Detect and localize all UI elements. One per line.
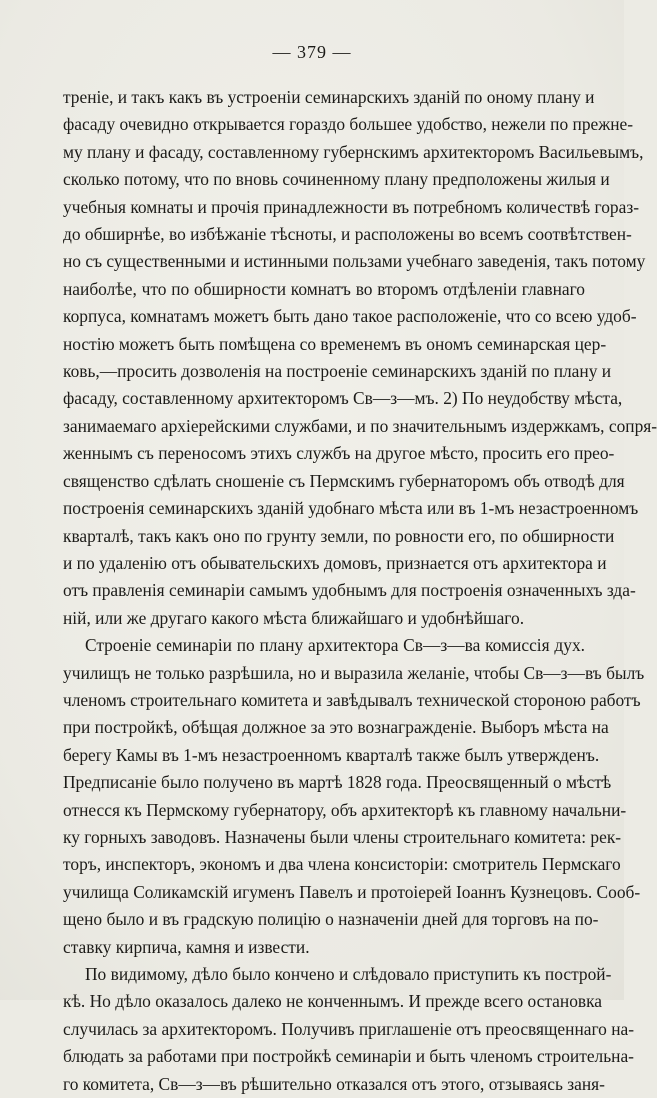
text-line: при постройкѣ, обѣщая должное за это вознагражденіе. Выборъ мѣста на — [63, 717, 609, 738]
text-line: училищъ не только разрѣшила, но и выразила желаніе, чтобы Св—з—въ былъ — [63, 662, 645, 683]
text-line: ку горныхъ заводовъ. Назначены были члены строительнаго комитета: рек- — [63, 826, 622, 847]
paragraph — [63, 632, 645, 961]
text-line: и по удаленію отъ обывательскихъ домовъ, признается отъ архитектора и — [63, 552, 607, 573]
text-line: сколько потому, что по вновь сочиненному плану предположены жилыя и — [63, 169, 610, 190]
text-line: кварталѣ, такъ какъ оно по грунту земли, по ровности его, по обширности — [63, 525, 615, 546]
text-line: кѣ. Но дѣло оказалось далеко не конченнымъ. И прежде всего остановка — [63, 991, 603, 1012]
text-line: ностію можетъ быть помѣщена со временемъ въ ономъ семинарская цер- — [63, 333, 607, 354]
text-line: му плану и фасаду, составленному губернскимъ архитекторомъ Васильевымъ, — [63, 141, 644, 162]
text-line: до обширнѣе, во избѣжаніе тѣсноты, и расположены во всемъ соотвѣтствен- — [63, 224, 632, 245]
text-line: учебныя комнаты и прочія принадлежности въ потребномъ количествѣ гораз- — [63, 196, 640, 217]
text-line: треніе, и такъ какъ въ устроеніи семинарскихъ зданій по оному плану и — [63, 87, 595, 107]
text-line: женнымъ съ переносомъ этихъ службъ на другое мѣсто, просить его прео- — [63, 443, 615, 464]
text-line: фасаду, составленному архитекторомъ Св—з—мъ. 2) По неудобству мѣста, — [63, 388, 623, 409]
paragraph — [63, 961, 635, 1098]
text-line: По видимому, дѣло было кончено и слѣдовало приступить къ построй- — [85, 964, 612, 984]
text-line: случилась за архитекторомъ. Получивъ приглашеніе отъ преосвященнаго на- — [63, 1018, 635, 1039]
text-line: щено было и въ градскую полицію о назначеніи дней для торговъ на по- — [63, 909, 599, 930]
text-line: Строеніе семинаріи по плану архитектора Св—з—ва комиссія дух. — [85, 635, 585, 656]
text-line: членомъ строительнаго комитета и завѣдывалъ технической стороною работъ — [63, 689, 641, 710]
text-line: ставку кирпича, камня и извести. — [63, 936, 310, 957]
text-line: Предписаніе было получено въ мартѣ 1828 года. Преосвященный о мѣстѣ — [63, 772, 612, 793]
body-text — [63, 84, 657, 1098]
text-line: го комитета, Св—з—въ рѣшительно отказался отъ этого, отзываясь заня- — [63, 1073, 605, 1094]
text-line: фасаду очевидно открывается гораздо большее удобство, нежели по прежне- — [63, 114, 634, 135]
text-line: наиболѣе, что по обширности комнатъ во второмъ отдѣленіи главнаго — [63, 278, 585, 299]
text-line: училища Соликамскій игуменъ Павелъ и протоіерей Іоаннъ Кузнецовъ. Сооб- — [63, 881, 641, 902]
text-line: ковь,—просить дозволенія на построеніе семинарскихъ зданій по плану и — [63, 361, 612, 382]
text-line: отнесся къ Пермскому губернатору, объ архитекторѣ къ главному начальни- — [63, 799, 627, 820]
text-line: ній, или же другаго какого мѣста ближайшаго и удобнѣйшаго. — [63, 607, 525, 628]
text-line: корпуса, комнатамъ можетъ быть дано такое расположеніе, что со всею удоб- — [63, 306, 637, 327]
text-line: но съ существенными и истинными пользами учебнаго заведенія, такъ потому — [63, 251, 646, 272]
paragraph — [63, 84, 657, 632]
text-line: священство сдѣлать сношеніе съ Пермскимъ губернаторомъ объ отводѣ для — [63, 470, 625, 491]
text-line: торъ, инспекторъ, экономъ и два члена консисторіи: смотритель Пермскаго — [63, 854, 621, 875]
text-line: отъ правленія семинаріи самымъ удобнымъ для построенія означенныхъ зда- — [63, 580, 636, 601]
page-number: — 379 — — [272, 42, 352, 62]
text-line: занимаемаго архіерейскими службами, и по значительнымъ издержкамъ, сопря- — [63, 415, 657, 436]
text-line: блюдать за работами при постройкѣ семинаріи и быть членомъ строительна- — [63, 1046, 634, 1067]
text-line: построенія семинарскихъ зданій удобнаго мѣста или въ 1-мъ незастроенномъ — [63, 498, 639, 519]
text-line: берегу Камы въ 1-мъ незастроенномъ кварталѣ также былъ утвержденъ. — [63, 744, 600, 765]
